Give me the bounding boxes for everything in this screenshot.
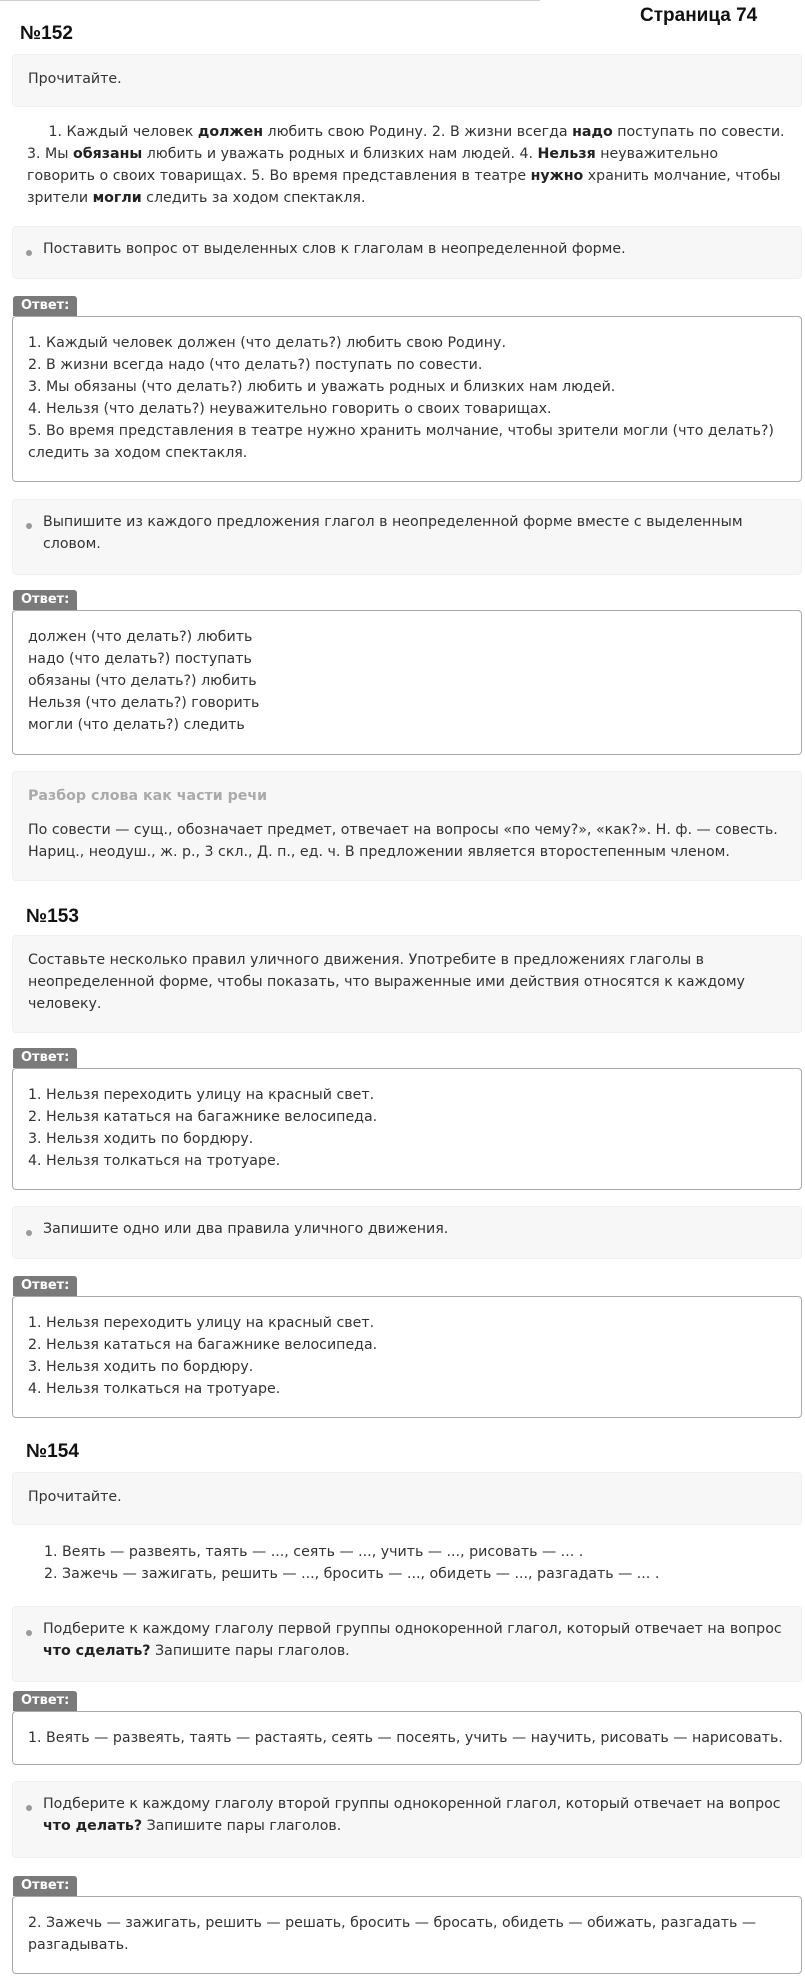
task-152-answer-2	[12, 610, 802, 755]
highlighted-word: могли	[92, 190, 142, 206]
task-154-lines	[44, 1541, 784, 1585]
answer-line: обязаны (что делать?) любить	[28, 673, 257, 689]
page-number: Страница 74	[640, 5, 758, 26]
task-154-answer-2	[12, 1896, 802, 1974]
task-152-text	[27, 121, 787, 209]
task-154-instruction: Прочитайте.	[28, 1489, 122, 1505]
task-152-instruction-box	[12, 54, 802, 107]
text-fragment: хранить молчание, чтобы зрители	[27, 168, 781, 206]
question-line: Выпишите из каждого предложения глагол в неопределенной форме вместе с выделенным	[43, 514, 743, 530]
text-fragment: 1. Каждый человек	[48, 124, 198, 140]
answer-line: 2. Нельзя кататься на багажнике велосипеда.	[28, 1109, 378, 1125]
highlighted-word: надо	[572, 124, 613, 140]
answer-line: 2. В жизни всегда надо (что делать?) поступать по совести.	[28, 357, 483, 373]
task-152-instruction: Прочитайте.	[28, 71, 122, 87]
bullet-icon	[26, 1805, 32, 1811]
task-152-question-1	[12, 226, 802, 279]
answer-line: надо (что делать?) поступать	[28, 651, 252, 667]
question-bold: что сделать?	[43, 1643, 151, 1659]
answer-line: 1. Нельзя переходить улицу на красный свет.	[28, 1087, 375, 1103]
answer-line: 1. Нельзя переходить улицу на красный свет.	[28, 1315, 375, 1331]
answer-label: Ответ:	[13, 1691, 77, 1711]
word-parse-line: Нариц., неодуш., ж. р., 3 скл., Д. п., ед. ч. В предложении является второстепенным членом.	[28, 844, 730, 860]
question-bold: что делать?	[43, 1818, 143, 1834]
answer-label: Ответ:	[13, 590, 77, 610]
task-154-question-1	[12, 1606, 802, 1682]
task-152-answer-1	[12, 316, 802, 482]
task-153-question-1	[12, 1206, 802, 1259]
text-fragment: любить свою Родину. 2. В жизни всегда	[263, 124, 573, 140]
task-154-number: №154	[26, 1441, 79, 1462]
question-text: Поставить вопрос от выделенных слов к глаголам в неопределенной форме.	[43, 241, 626, 257]
word-parse-line: По совести — сущ., обозначает предмет, отвечает на вопросы «по чему?», «как?». Н. ф. — совесть.	[28, 822, 778, 838]
instruction-line: человеку.	[28, 996, 102, 1012]
question-line: словом.	[43, 536, 101, 552]
bullet-icon	[26, 1230, 32, 1236]
answer-line: 3. Мы обязаны (что делать?) любить и уважать родных и близких нам людей.	[28, 379, 616, 395]
answer-line: должен (что делать?) любить	[28, 629, 253, 645]
task-154-question-2	[12, 1781, 802, 1858]
text-fragment: неуважительно говорить о своих товарищах. 5. Во время представления в театре	[27, 146, 719, 184]
task-153-answer-2	[12, 1296, 802, 1418]
task-153-number: №153	[26, 906, 79, 927]
text-fragment: любить и уважать родных и близких нам людей. 4.	[142, 146, 538, 162]
highlighted-word: нужно	[530, 168, 584, 184]
task-153-instruction-box	[12, 935, 802, 1033]
answer-line: 1. Каждый человек должен (что делать?) любить свою Родину.	[28, 335, 506, 351]
question-line: Подберите к каждому глаголу второй группы однокоренной глагол, который отвечает на вопрос	[43, 1796, 781, 1812]
answer-line: 1. Веять — развеять, таять — растаять, сеять — посеять, учить — научить, рисовать — нарисовать.	[28, 1730, 783, 1746]
question-line	[43, 1815, 786, 1837]
bullet-icon	[26, 523, 32, 529]
task-152-question-2	[12, 499, 802, 575]
word-parse-title: Разбор слова как части речи	[28, 788, 268, 804]
bullet-icon	[26, 1630, 32, 1636]
question-rest: Запишите пары глаголов.	[150, 1643, 350, 1659]
task-153-answer-1	[12, 1068, 802, 1190]
answer-line: следить за ходом спектакля.	[28, 445, 248, 461]
answer-line: 3. Нельзя ходить по бордюру.	[28, 1359, 254, 1375]
text-fragment: поступать по совести. 3. Мы	[27, 124, 785, 162]
answer-line: 4. Нельзя толкаться на тротуаре.	[28, 1381, 281, 1397]
answer-line: разгадывать.	[28, 1937, 129, 1953]
answer-line: 3. Нельзя ходить по бордюру.	[28, 1131, 254, 1147]
text-fragment: следить за ходом спектакля.	[141, 190, 366, 206]
answer-line: 4. Нельзя толкаться на тротуаре.	[28, 1153, 281, 1169]
word-parse-box	[12, 771, 802, 881]
highlighted-word: Нельзя	[537, 146, 596, 162]
task-152-number: №152	[20, 23, 73, 44]
exercise-line: 2. Зажечь — зажигать, решить — ..., бросить — ..., обидеть — ..., разгадать — ... .	[44, 1566, 660, 1582]
answer-line: 2. Нельзя кататься на багажнике велосипеда.	[28, 1337, 378, 1353]
question-line	[43, 1640, 786, 1662]
answer-line: 5. Во время представления в театре нужно хранить молчание, чтобы зрители могли (что делать?)	[28, 423, 774, 439]
answer-label: Ответ:	[13, 1876, 77, 1896]
question-text: Запишите одно или два правила уличного движения.	[43, 1221, 449, 1237]
highlighted-word: обязаны	[73, 146, 143, 162]
exercise-line: 1. Веять — развеять, таять — ..., сеять — ..., учить — ..., рисовать — ... .	[44, 1544, 584, 1560]
instruction-line: неопределенной форме, чтобы показать, что выраженные ими действия относятся к каждому	[28, 974, 745, 990]
task-154-answer-1	[12, 1711, 802, 1765]
answer-label: Ответ:	[13, 1048, 77, 1068]
answer-line: 4. Нельзя (что делать?) неуважительно говорить о своих товарищах.	[28, 401, 552, 417]
task-154-instruction-box	[12, 1472, 802, 1525]
answer-label: Ответ:	[13, 296, 77, 316]
answer-line: могли (что делать?) следить	[28, 717, 245, 733]
highlighted-word: должен	[197, 124, 264, 140]
answer-line: Нельзя (что делать?) говорить	[28, 695, 260, 711]
top-divider	[0, 0, 540, 1]
question-line: Подберите к каждому глаголу первой группы однокоренной глагол, который отвечает на вопрос	[43, 1621, 782, 1637]
question-rest: Запишите пары глаголов.	[142, 1818, 342, 1834]
answer-label: Ответ:	[13, 1276, 77, 1296]
answer-line: 2. Зажечь — зажигать, решить — решать, бросить — бросать, обидеть — обижать, разгадать —	[28, 1915, 757, 1931]
bullet-icon	[26, 250, 32, 256]
instruction-line: Составьте несколько правил уличного движения. Употребите в предложениях глаголы в	[28, 952, 705, 968]
